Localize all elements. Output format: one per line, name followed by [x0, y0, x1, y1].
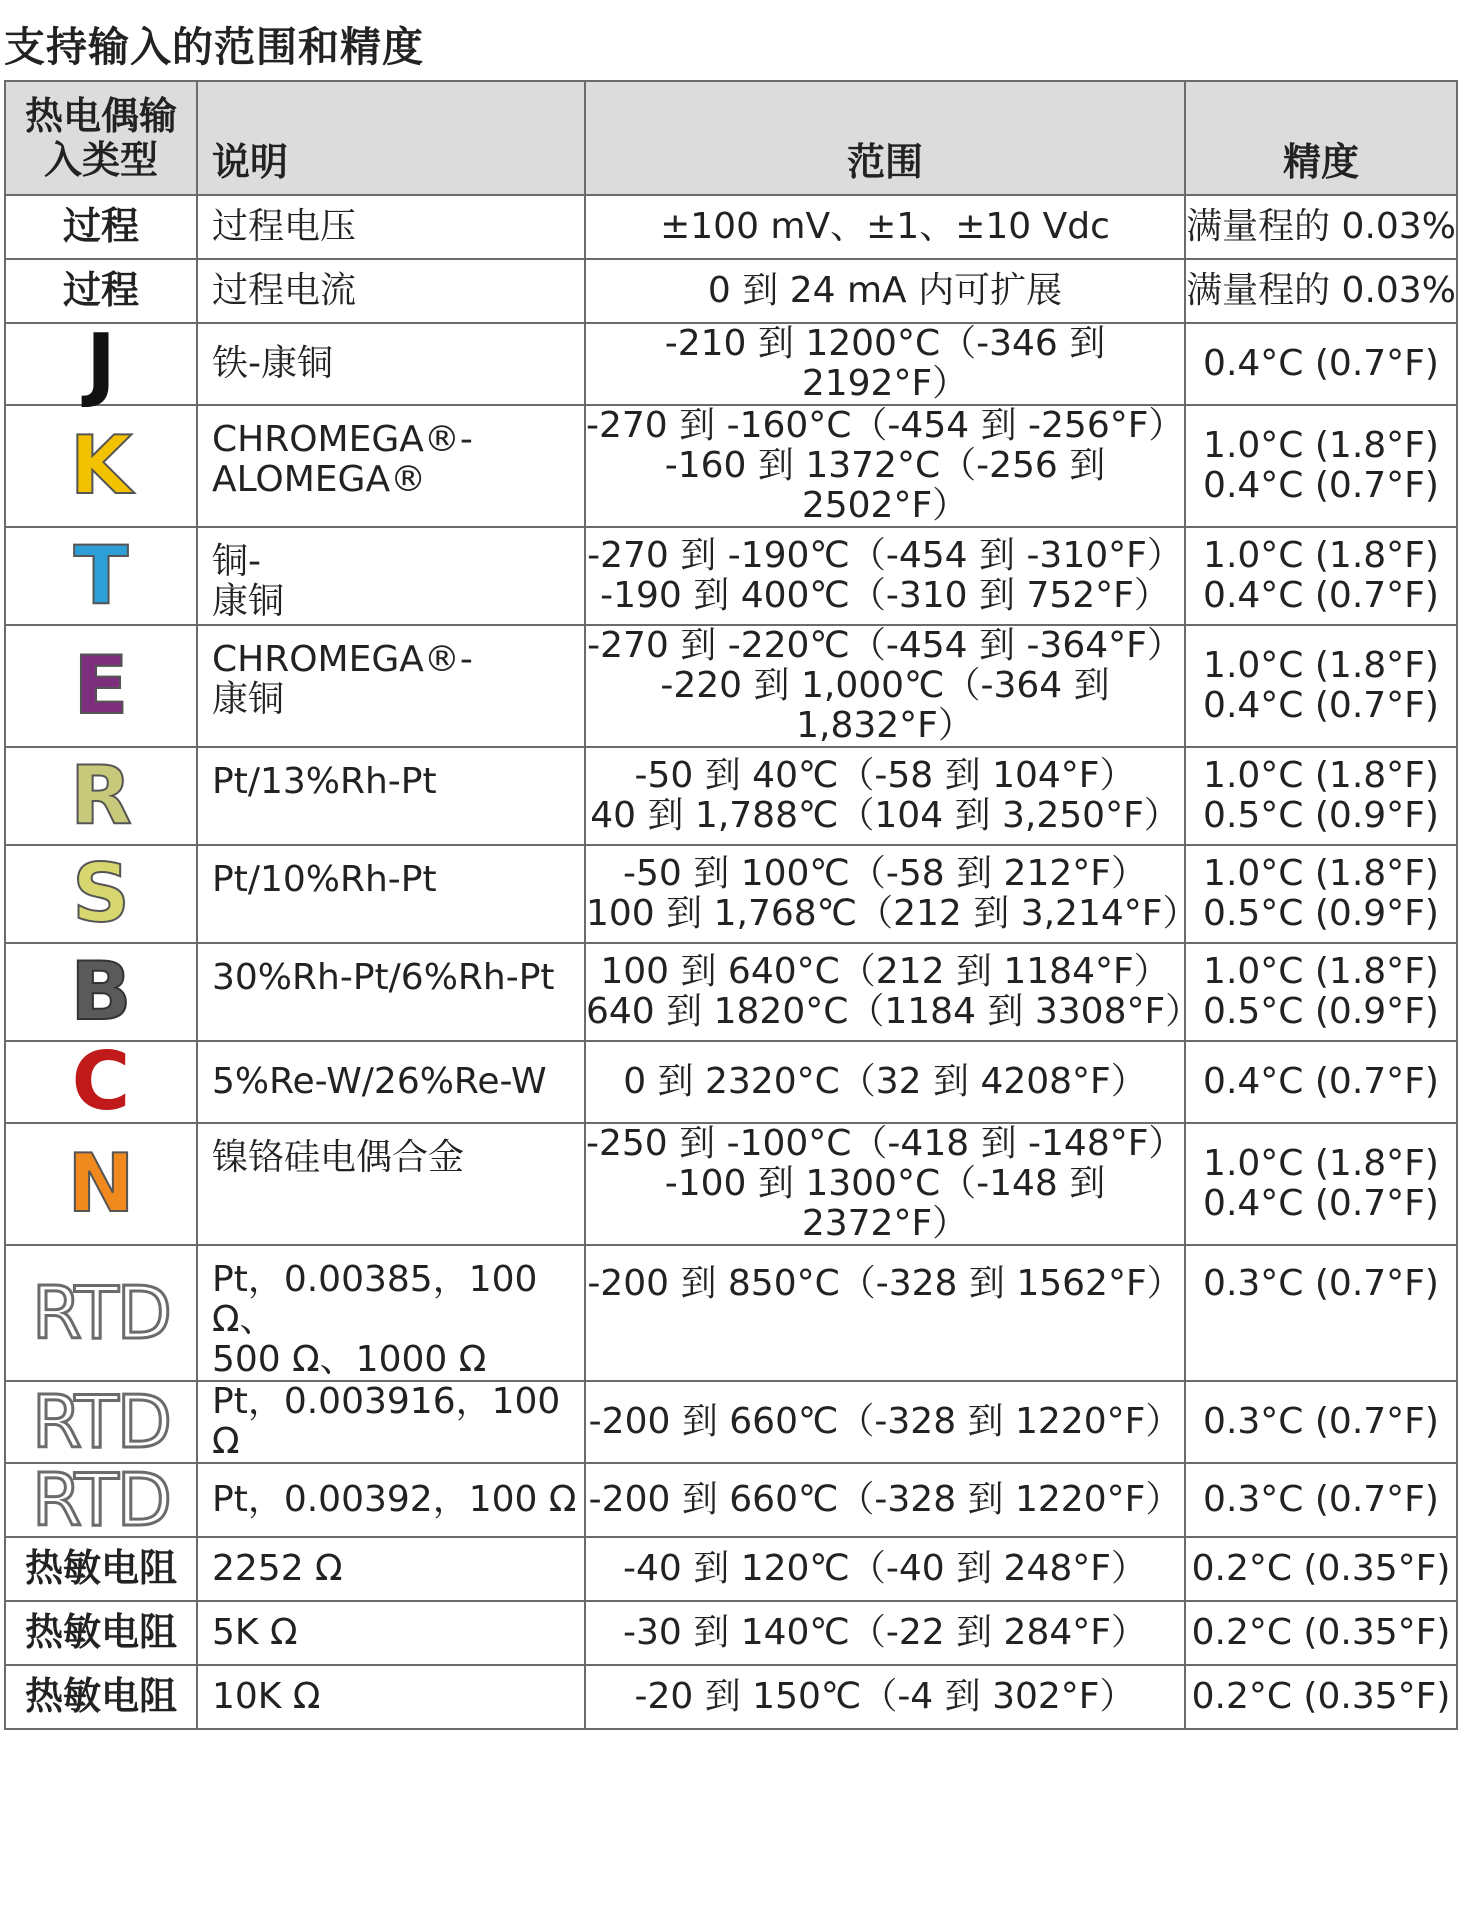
accuracy-cell [1185, 1245, 1457, 1381]
type-letter: C [71, 1035, 131, 1128]
accuracy-line: 0.3°C (0.7°F) [1203, 1263, 1439, 1304]
range-cell [585, 527, 1185, 625]
type-rtd-label: RTD [31, 1380, 171, 1464]
accuracy-line: 0.4°C (0.7°F) [1203, 465, 1439, 506]
range-line: -50 到 100℃（-58 到 212°F） [623, 853, 1147, 894]
accuracy-line: 1.0°C (1.8°F) [1203, 645, 1439, 686]
table-row [5, 259, 1457, 323]
type-cell [5, 405, 197, 527]
range-line: 40 到 1,788℃（104 到 3,250°F） [590, 795, 1180, 836]
type-cell [5, 1665, 197, 1729]
accuracy-line: 0.2°C (0.35°F) [1191, 1612, 1451, 1653]
description-line: 康铜 [212, 679, 285, 720]
range-line: -270 到 -160°C（-454 到 -256°F） [586, 405, 1185, 446]
type-letter: R [70, 749, 132, 842]
type-rtd-label: RTD [31, 1271, 171, 1355]
description-line: 5K Ω [212, 1612, 298, 1653]
type-letter: J [86, 317, 116, 410]
description-line: 10K Ω [212, 1676, 321, 1717]
type-label: 过程 [62, 204, 139, 248]
accuracy-line: 0.3°C (0.7°F) [1203, 1479, 1439, 1520]
accuracy-cell [1185, 195, 1457, 259]
range-line: -30 到 140℃（-22 到 284°F） [623, 1612, 1147, 1653]
range-line: 0 到 2320°C（32 到 4208°F） [623, 1061, 1147, 1102]
description-line: ALOMEGA® [212, 459, 427, 500]
description-line: 过程电流 [212, 270, 357, 311]
description-cell [197, 1381, 585, 1463]
description-line: Pt，0.003916，100 Ω [212, 1381, 561, 1462]
type-cell [5, 527, 197, 625]
table-row [5, 195, 1457, 259]
range-cell [585, 1463, 1185, 1537]
description-line: CHROMEGA®- [212, 639, 473, 680]
range-cell [585, 747, 1185, 845]
accuracy-cell [1185, 323, 1457, 405]
type-label: 热敏电阻 [24, 1546, 177, 1590]
range-line: -250 到 -100°C（-418 到 -148°F） [586, 1123, 1185, 1164]
range-line: -50 到 40℃（-58 到 104°F） [634, 755, 1136, 796]
type-cell [5, 259, 197, 323]
description-line: Pt/10%Rh-Pt [212, 859, 437, 900]
range-cell [585, 405, 1185, 527]
type-letter: S [72, 847, 130, 940]
accuracy-cell [1185, 1381, 1457, 1463]
accuracy-line: 0.4°C (0.7°F) [1203, 1061, 1439, 1102]
type-cell [5, 943, 197, 1041]
range-line: -270 到 -190℃（-454 到 -310°F） [587, 535, 1183, 576]
description-cell [197, 405, 585, 527]
type-letter: N [67, 1137, 135, 1230]
description-cell [197, 1463, 585, 1537]
description-line: Pt，0.00385，100 Ω、 [212, 1259, 538, 1340]
range-cell [585, 943, 1202, 1041]
type-cell [5, 1245, 197, 1381]
accuracy-line: 0.2°C (0.35°F) [1191, 1548, 1451, 1589]
accuracy-cell [1185, 625, 1457, 747]
table-row [5, 1665, 1457, 1729]
range-line: -160 到 1372°C（-256 到 2502°F） [664, 445, 1106, 526]
description-cell [197, 1041, 585, 1123]
accuracy-line: 1.0°C (1.8°F) [1203, 951, 1439, 992]
accuracy-line: 1.0°C (1.8°F) [1203, 535, 1439, 576]
range-cell [585, 1245, 1185, 1381]
type-cell [5, 845, 197, 943]
table-row [5, 527, 1457, 625]
table-row [5, 1123, 1457, 1245]
table-row [5, 845, 1457, 943]
range-cell [585, 845, 1199, 943]
range-cell [585, 625, 1185, 747]
description-line: 铁-康铜 [212, 343, 333, 384]
description-cell [197, 1601, 585, 1665]
description-cell [197, 1665, 585, 1729]
table-row [5, 1601, 1457, 1665]
description-line: 500 Ω、1000 Ω [212, 1339, 487, 1380]
type-cell [5, 1035, 197, 1128]
accuracy-line: 0.2°C (0.35°F) [1191, 1676, 1451, 1717]
accuracy-line: 满量程的 0.03% [1186, 206, 1456, 247]
description-line: 康铜 [212, 581, 285, 622]
description-line: 镍铬硅电偶合金 [212, 1137, 465, 1178]
type-label: 热敏电阻 [24, 1610, 177, 1654]
accuracy-line: 1.0°C (1.8°F) [1203, 425, 1439, 466]
accuracy-cell [1185, 1463, 1457, 1537]
accuracy-cell [1185, 1123, 1457, 1245]
header-range: 范围 [585, 81, 1185, 195]
range-line: -200 到 850°C（-328 到 1562°F） [587, 1263, 1183, 1304]
header-type [5, 81, 197, 195]
table-row [5, 405, 1457, 527]
accuracy-line: 0.5°C (0.9°F) [1203, 991, 1439, 1032]
range-cell [585, 259, 1185, 323]
description-cell [197, 845, 585, 943]
header-type-line1: 热电偶输 [24, 94, 177, 138]
range-cell [585, 1123, 1185, 1245]
accuracy-line: 1.0°C (1.8°F) [1203, 755, 1439, 796]
range-line: -220 到 1,000℃（-364 到 1,832°F） [660, 665, 1110, 746]
accuracy-cell [1185, 845, 1457, 943]
type-letter: K [70, 419, 132, 512]
range-line: -270 到 -220℃（-454 到 -364°F） [587, 625, 1183, 666]
accuracy-cell [1185, 1601, 1457, 1665]
header-accuracy: 精度 [1185, 81, 1457, 195]
type-cell [5, 1537, 197, 1601]
accuracy-cell [1185, 405, 1457, 527]
description-cell [197, 1537, 585, 1601]
accuracy-line: 0.4°C (0.7°F) [1203, 1183, 1439, 1224]
accuracy-line: 0.4°C (0.7°F) [1203, 343, 1439, 384]
accuracy-cell [1185, 259, 1457, 323]
accuracy-cell [1185, 527, 1457, 625]
description-cell [197, 527, 585, 625]
type-rtd-label: RTD [31, 1458, 171, 1542]
accuracy-cell [1185, 747, 1457, 845]
accuracy-cell [1185, 1041, 1457, 1123]
range-line: -100 到 1300°C（-148 到 2372°F） [664, 1163, 1106, 1244]
description-cell [197, 625, 585, 747]
description-line: Pt，0.00392，100 Ω [212, 1479, 577, 1520]
type-letter: E [73, 639, 129, 732]
range-line: -190 到 400℃（-310 到 752°F） [600, 575, 1170, 616]
input-range-table [4, 80, 1458, 1730]
range-cell [585, 1537, 1185, 1601]
range-line: -20 到 150℃（-4 到 302°F） [634, 1676, 1136, 1717]
description-cell [197, 943, 585, 1041]
description-cell [197, 323, 585, 405]
table-row [5, 1537, 1457, 1601]
description-line: 5%Re-W/26%Re-W [212, 1061, 547, 1102]
table-row [5, 747, 1457, 845]
page-title: 支持输入的范围和精度 [4, 23, 424, 71]
range-cell [585, 1041, 1185, 1123]
type-cell [5, 317, 197, 410]
table-row [5, 323, 1457, 405]
table-row [5, 1245, 1457, 1381]
type-label: 热敏电阻 [24, 1674, 177, 1718]
accuracy-line: 0.5°C (0.9°F) [1203, 795, 1439, 836]
accuracy-cell [1185, 943, 1457, 1041]
type-cell [5, 1601, 197, 1665]
range-cell [585, 1601, 1185, 1665]
description-line: 30%Rh-Pt/6%Rh-Pt [212, 957, 555, 998]
type-letter: T [73, 529, 129, 622]
range-cell [585, 195, 1185, 259]
type-cell [5, 1123, 197, 1245]
description-line: Pt/13%Rh-Pt [212, 761, 437, 802]
range-line: ±100 mV、±1、±10 Vdc [660, 206, 1110, 247]
type-cell [5, 747, 197, 845]
range-line: -210 到 1200°C（-346 到 2192°F） [664, 323, 1106, 404]
type-cell [5, 625, 197, 747]
type-label: 过程 [62, 268, 139, 312]
range-cell [585, 1381, 1185, 1463]
type-letter: B [70, 945, 132, 1038]
table-row [5, 943, 1457, 1041]
description-line: 过程电压 [212, 206, 357, 247]
accuracy-cell [1185, 1537, 1457, 1601]
header-type-line2: 入类型 [43, 138, 158, 182]
description-cell [197, 1123, 585, 1245]
type-cell [5, 195, 197, 259]
range-line: 100 到 1,768℃（212 到 3,214°F） [586, 893, 1199, 934]
table-row [5, 1381, 1457, 1463]
accuracy-line: 0.5°C (0.9°F) [1203, 893, 1439, 934]
range-line: -200 到 660℃（-328 到 1220°F） [588, 1401, 1182, 1442]
range-cell [585, 1665, 1185, 1729]
description-cell [197, 747, 585, 845]
description-line: 2252 Ω [212, 1548, 343, 1589]
accuracy-cell [1185, 1665, 1457, 1729]
accuracy-line: 1.0°C (1.8°F) [1203, 853, 1439, 894]
description-cell [197, 259, 585, 323]
description-line: CHROMEGA®- [212, 419, 473, 460]
accuracy-line: 满量程的 0.03% [1186, 270, 1456, 311]
range-line: 0 到 24 mA 内可扩展 [707, 270, 1063, 311]
type-cell [5, 1381, 197, 1463]
accuracy-line: 1.0°C (1.8°F) [1203, 1143, 1439, 1184]
table-header-row [5, 81, 1457, 195]
accuracy-line: 0.4°C (0.7°F) [1203, 685, 1439, 726]
range-cell [585, 323, 1185, 405]
description-cell [197, 1245, 585, 1381]
table-row [5, 1463, 1457, 1537]
table-row [5, 625, 1457, 747]
range-line: 100 到 640°C（212 到 1184°F） [600, 951, 1170, 992]
range-line: -40 到 120℃（-40 到 248°F） [623, 1548, 1147, 1589]
description-line: 铜- [212, 541, 261, 582]
header-desc: 说明 [197, 81, 585, 195]
type-cell [5, 1458, 197, 1542]
accuracy-line: 0.4°C (0.7°F) [1203, 575, 1439, 616]
description-cell [197, 195, 585, 259]
table-row [5, 1041, 1457, 1123]
accuracy-line: 0.3°C (0.7°F) [1203, 1401, 1439, 1442]
range-line: 640 到 1820°C（1184 到 3308°F） [586, 991, 1202, 1032]
range-line: -200 到 660℃（-328 到 1220°F） [588, 1479, 1182, 1520]
